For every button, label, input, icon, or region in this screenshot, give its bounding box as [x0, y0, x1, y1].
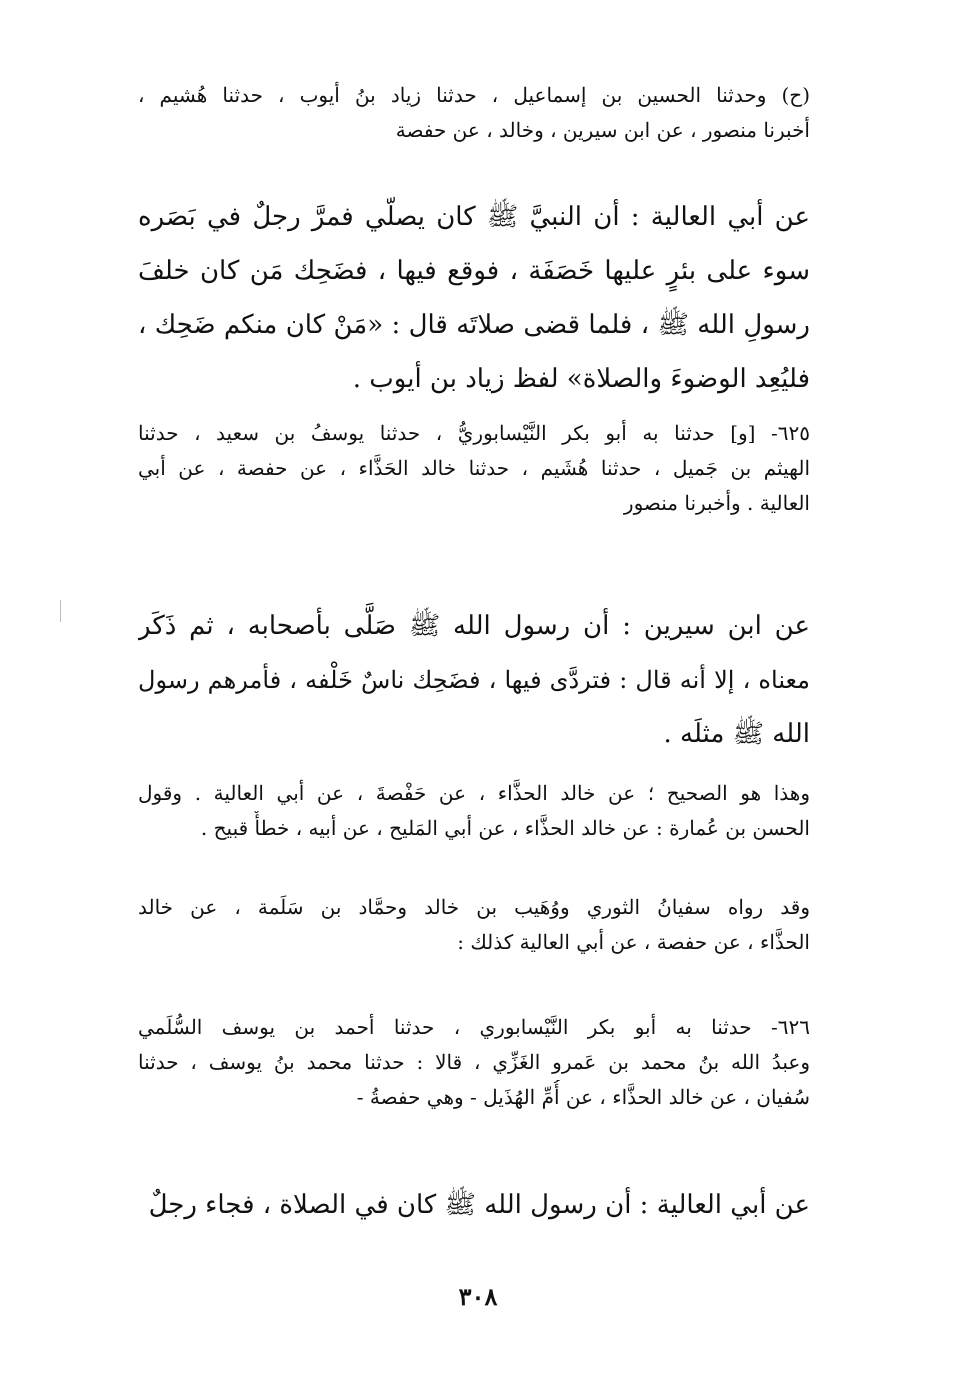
isnad-paragraph — [138, 1010, 810, 1115]
text-line: رسولِ الله ﷺ ، فلما قضى صلاتَه قال : «مَنْ كان منكم ضَحِك ، — [138, 310, 810, 340]
text-line: عن أبي العالية : أن رسول الله ﷺ كان في الصلاة ، فجاء رجلٌ — [148, 1190, 810, 1220]
matn-paragraph — [138, 599, 810, 761]
commentary-paragraph — [138, 776, 810, 846]
text-line: وعبدُ الله بنُ محمد بن عَمرو الغَزِّي ، قالا : حدثنا محمد بنُ يوسف ، حدثنا — [138, 1050, 810, 1074]
text-line: سُفيان ، عن خالد الحذَّاء ، عن أُمِّ الهُذَيل - وهي حفصةُ - — [356, 1085, 810, 1109]
text-line: وهذا هو الصحيح ؛ عن خالد الحذَّاء ، عن حَفْصةَ ، عن أبي العالية . وقول — [138, 781, 810, 805]
text-line: العالية . وأخبرنا منصور — [623, 491, 810, 515]
text-line: ٦٢٥- [و] حدثنا به أبو بكر النَّيْسابوريُّ ، حدثنا يوسفُ بن سعيد ، حدثنا — [138, 421, 810, 445]
matn-paragraph — [138, 190, 810, 406]
commentary-paragraph — [138, 890, 810, 960]
text-line: معناه ، إلا أنه قال : فتردَّى فيها ، فضَحِك ناسٌ خَلْفه ، فأمرهم رسول — [138, 666, 810, 694]
text-line: عن ابن سيرين : أن رسول الله ﷺ صَلَّى بأصحابه ، ثم ذَكَر — [138, 611, 810, 641]
text-line: الهيثم بن جَميل ، حدثنا هُشَيم ، حدثنا خالد الحَذَّاء ، عن حفصة ، عن أبي — [138, 456, 810, 480]
matn-paragraph — [138, 1178, 810, 1232]
isnad-paragraph — [138, 416, 810, 521]
text-line: وقد رواه سفيانُ الثوري ووُهَيب بن خالد وحمَّاد بن سَلَمة ، عن خالد — [138, 895, 810, 919]
text-line: الحذَّاء ، عن حفصة ، عن أبي العالية كذلك : — [457, 930, 810, 954]
text-line: الله ﷺ مثلَه . — [663, 719, 810, 749]
text-line: ٦٢٦- حدثنا به أبو بكر النَّيْسابوري ، حدثنا أحمد بن يوسف السُّلَمي — [138, 1015, 810, 1039]
text-line: (ح) وحدثنا الحسين بن إسماعيل ، حدثنا زياد بنُ أيوب ، حدثنا هُشيم ، — [138, 83, 810, 107]
text-line: أخبرنا منصور ، عن ابن سيرين ، وخالد ، عن حفصة — [395, 118, 810, 142]
text-line: عن أبي العالية : أن النبيَّ ﷺ كان يصلّي فمرَّ رجلٌ في بَصَره — [138, 202, 810, 232]
page-number: ٣٠٨ — [458, 1282, 498, 1311]
text-line: سوء على بئرٍ عليها خَصَفَة ، فوقع فيها ، فضَحِك مَن كان خلفَ — [138, 256, 810, 286]
scan-edge-mark — [60, 600, 61, 622]
isnad-paragraph — [138, 78, 810, 148]
text-line: فليُعِد الوضوءَ والصلاة» لفظ زياد بن أيوب . — [352, 364, 810, 394]
text-line: الحسن بن عُمارة : عن خالد الحذَّاء ، عن أبي المَليح ، عن أبيه ، خطأٌ قبيح . — [200, 816, 810, 840]
